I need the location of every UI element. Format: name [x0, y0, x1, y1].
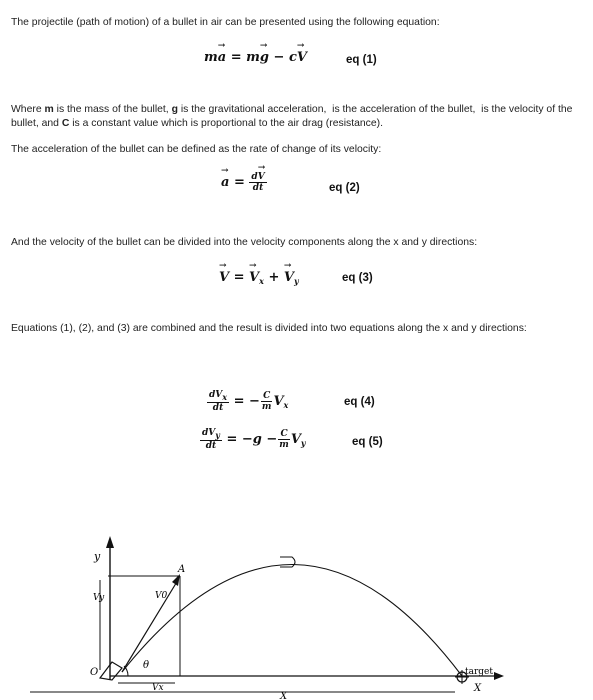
eq3-label: eq (3)	[342, 272, 373, 284]
y-axis-label: y	[94, 550, 101, 563]
projectile-figure	[0, 500, 593, 700]
acceleration-text: The acceleration of the bullet can be defined as the rate of change of its velocity:	[11, 144, 382, 155]
where-text: Where m is the mass of the bullet, g is the gravitational acceleration, is the acceleration of the bullet, is the velocity of the bullet, and C is a constant value which is proportional to the air drag (resistance).	[11, 104, 573, 129]
apex-label: A	[178, 564, 186, 575]
vy-label: Vy	[93, 593, 105, 603]
equation-5: $\frac{\text{dVy}}{dt}$ = −g − $\frac{C}{m}$ $V_y$	[202, 428, 306, 451]
intro-text: The projectile (path of motion) of a bullet in air can be presented using the following equation:	[11, 17, 440, 28]
equation-1: m→ a = m→ g − c→ V	[204, 50, 307, 65]
x-axis-label: X	[474, 683, 482, 694]
eq4-label: eq (4)	[344, 396, 375, 408]
x-dimension-label: X	[280, 691, 288, 700]
x-axis-arrow	[494, 672, 504, 680]
vx-label: Vx	[152, 683, 164, 693]
y-axis-arrow	[106, 536, 114, 548]
eq5-label: eq (5)	[352, 436, 383, 448]
velocity-vector	[122, 580, 178, 672]
eq2-label: eq (2)	[329, 182, 360, 194]
eq1-label: eq (1)	[346, 54, 377, 66]
equation-4: $\frac{\text{dVx}}{dt}$ = − $\frac{C}{m}$ $V_x$	[209, 390, 289, 413]
v0-label: V0	[155, 591, 168, 601]
combined-text: Equations (1), (2), and (3) are combined and the result is divided into two equations along the x and y directions:	[11, 323, 527, 334]
velocity-text: And the velocity of the bullet can be divided into the velocity components along the x and y directions:	[11, 237, 478, 248]
bullet-icon	[280, 557, 295, 567]
equation-3: → V = → $V_x$ + → $V_y$	[219, 270, 299, 286]
angle-label: θ	[143, 660, 150, 671]
equation-2: → a = $\frac{d\to V}{dt}$	[221, 172, 267, 193]
cannon-icon	[100, 662, 122, 680]
origin-label: O	[90, 667, 99, 678]
target-label: target	[465, 667, 493, 677]
